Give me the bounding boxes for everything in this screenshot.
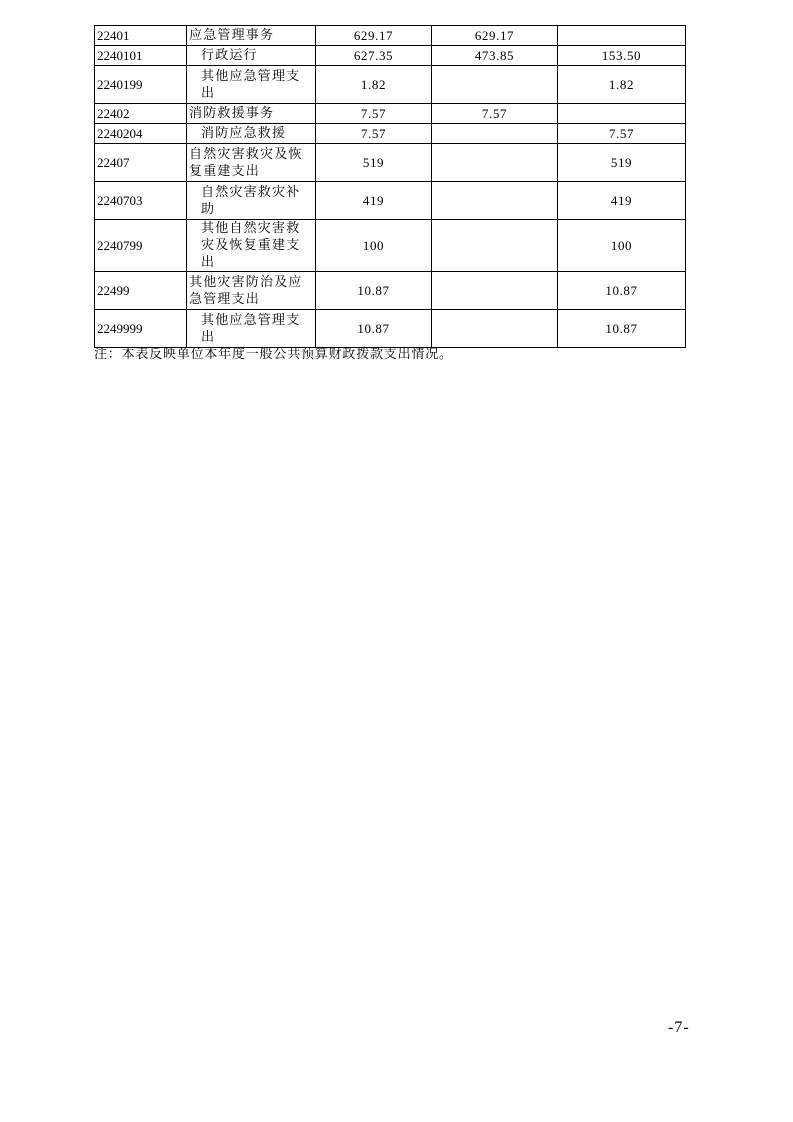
table-row	[95, 104, 686, 124]
subject-code-cell: 22499	[95, 272, 187, 310]
subject-name-cell: 消防救援事务	[187, 104, 316, 124]
subject-name-cell: 其他自然灾害救灾及恢复重建支出	[187, 220, 316, 272]
project-expenditure-cell: 100	[558, 220, 686, 272]
total-cell: 629.17	[316, 26, 432, 46]
basic-expenditure-cell	[432, 124, 558, 144]
subject-name-cell: 应急管理事务	[187, 26, 316, 46]
basic-expenditure-cell: 7.57	[432, 104, 558, 124]
subject-code-cell: 2240204	[95, 124, 187, 144]
project-expenditure-cell: 1.82	[558, 66, 686, 104]
total-cell: 419	[316, 182, 432, 220]
subject-code-cell: 2240199	[95, 66, 187, 104]
project-expenditure-cell: 10.87	[558, 272, 686, 310]
subject-code-cell: 2240799	[95, 220, 187, 272]
subject-name-cell: 行政运行	[187, 46, 316, 66]
basic-expenditure-cell	[432, 66, 558, 104]
total-cell: 10.87	[316, 310, 432, 348]
basic-expenditure-cell: 473.85	[432, 46, 558, 66]
project-expenditure-cell: 10.87	[558, 310, 686, 348]
project-expenditure-cell	[558, 26, 686, 46]
project-expenditure-cell: 519	[558, 144, 686, 182]
subject-code-cell: 2249999	[95, 310, 187, 348]
table-row	[95, 182, 686, 220]
project-expenditure-cell: 419	[558, 182, 686, 220]
table-footnote: 注：本表反映单位本年度一般公共预算财政拨款支出情况。	[94, 347, 453, 362]
project-expenditure-cell: 153.50	[558, 46, 686, 66]
table-row	[95, 124, 686, 144]
subject-code-cell: 22402	[95, 104, 187, 124]
basic-expenditure-cell: 629.17	[432, 26, 558, 46]
project-expenditure-cell: 7.57	[558, 124, 686, 144]
subject-name-cell: 自然灾害救灾补助	[187, 182, 316, 220]
total-cell: 7.57	[316, 104, 432, 124]
total-cell: 1.82	[316, 66, 432, 104]
basic-expenditure-cell	[432, 220, 558, 272]
subject-name-cell: 消防应急救援	[187, 124, 316, 144]
basic-expenditure-cell	[432, 310, 558, 348]
table-row	[95, 272, 686, 310]
basic-expenditure-cell	[432, 182, 558, 220]
subject-code-cell: 2240703	[95, 182, 187, 220]
table-row	[95, 144, 686, 182]
total-cell: 10.87	[316, 272, 432, 310]
total-cell: 7.57	[316, 124, 432, 144]
basic-expenditure-cell	[432, 144, 558, 182]
table-row	[95, 220, 686, 272]
total-cell: 627.35	[316, 46, 432, 66]
expenditure-table	[94, 25, 686, 348]
subject-name-cell: 其他灾害防治及应急管理支出	[187, 272, 316, 310]
subject-name-cell: 其他应急管理支出	[187, 310, 316, 348]
subject-name-cell: 自然灾害救灾及恢复重建支出	[187, 144, 316, 182]
basic-expenditure-cell	[432, 272, 558, 310]
table-body	[95, 26, 686, 348]
subject-name-cell: 其他应急管理支出	[187, 66, 316, 104]
total-cell: 519	[316, 144, 432, 182]
subject-code-cell: 2240101	[95, 46, 187, 66]
table-row	[95, 46, 686, 66]
table-row	[95, 310, 686, 348]
subject-code-cell: 22401	[95, 26, 187, 46]
total-cell: 100	[316, 220, 432, 272]
page-number: -7-	[668, 1019, 690, 1036]
subject-code-cell: 22407	[95, 144, 187, 182]
project-expenditure-cell	[558, 104, 686, 124]
table-row	[95, 26, 686, 46]
table-row	[95, 66, 686, 104]
